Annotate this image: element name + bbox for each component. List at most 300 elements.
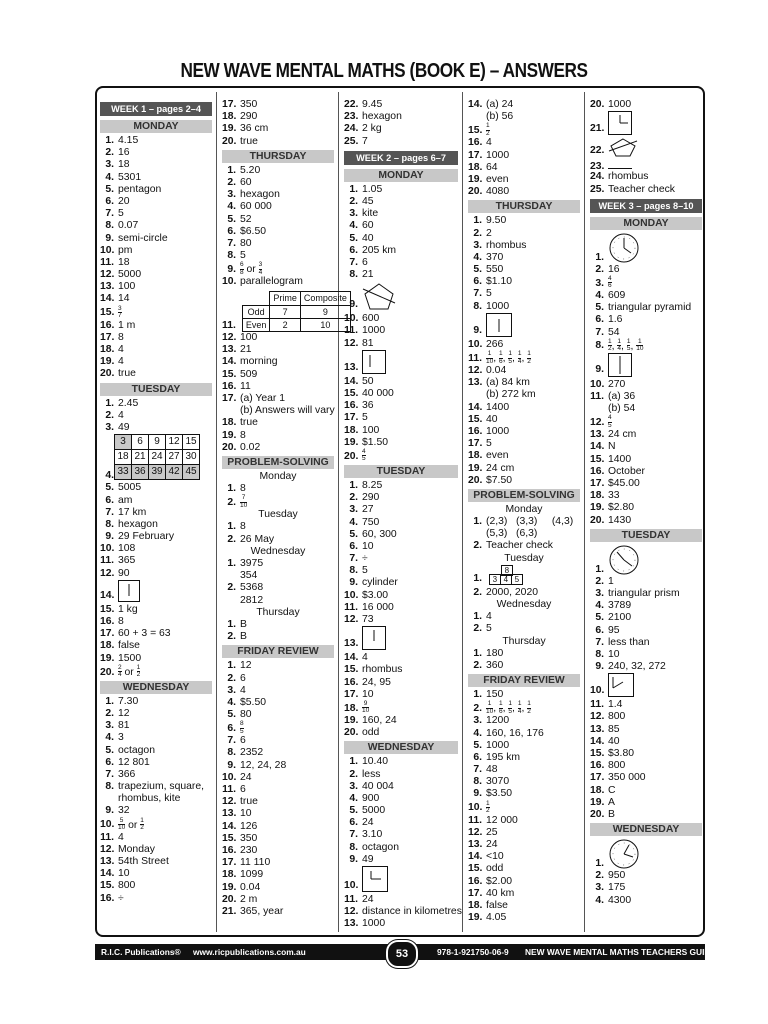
answer-line: 9.: [590, 353, 702, 379]
answer-line: 5. 2100: [595, 612, 632, 624]
answer-line: 3. 81: [105, 720, 130, 732]
answer-line: 7. 17 km: [105, 506, 147, 518]
answer-line: 25. Teacher check: [590, 183, 675, 195]
week1-friday-cont: [344, 99, 458, 148]
answer-line: 7. 366: [105, 768, 136, 780]
monday-list-2: [344, 313, 458, 350]
friday-list-2: [222, 735, 334, 918]
answer-line: 19. 36 cm: [222, 123, 269, 135]
thursday-list: [222, 165, 334, 263]
answer-line: 7. 6: [227, 735, 246, 747]
answer-line: 7. 3.10: [349, 829, 383, 841]
answer-line: 1. 9.50: [473, 215, 507, 227]
answer-line: 4. 3789: [595, 600, 632, 612]
answer-line: 8. 21: [349, 269, 374, 281]
answer-line: 5. 40: [349, 232, 374, 244]
day-label: Thursday: [256, 606, 300, 618]
wednesday-heading: WEDNESDAY: [590, 823, 702, 836]
answer-line: 19. 1500: [100, 652, 142, 664]
answer-line: 9.: [468, 313, 580, 339]
answer-line: 1. 5.20: [227, 164, 261, 176]
answer-line: 20. odd: [344, 727, 380, 739]
answer-line: 1. 3975: [227, 558, 264, 570]
answer-line: 14. 40: [590, 735, 620, 747]
answer-line: 4. 370: [473, 251, 504, 263]
answer-line: 17. $45.00: [590, 478, 640, 489]
answer-line: 8. octagon: [349, 841, 399, 853]
answer-line: 1. 4.15: [105, 135, 139, 146]
answer-line: 9. 49: [349, 853, 374, 865]
answer-line: 2. 45: [349, 195, 374, 207]
answer-line: 11. 16 000: [344, 601, 394, 613]
answer-line: 19. 0.04: [222, 881, 261, 893]
answer-line: 354: [240, 570, 258, 582]
answer-line: (b) 56: [486, 111, 514, 123]
answer-line: 2. Teacher check: [473, 540, 553, 552]
page-title: NEW WAVE MENTAL MATHS (BOOK E) – ANSWERS: [180, 60, 588, 82]
answer-line: 10. 270: [590, 378, 626, 390]
answer-line: 1. 8: [227, 521, 246, 533]
answer-line: 5. 5005: [105, 482, 142, 494]
column-1: [100, 99, 212, 905]
answer-line: 2. B: [227, 631, 247, 643]
answer-line: 19. 4: [100, 356, 124, 368]
answer-line: 3. 1200: [473, 715, 510, 727]
wednesday-heading: WEDNESDAY: [344, 741, 458, 754]
thursday-heading: THURSDAY: [222, 150, 334, 163]
clock-hand-figure: [608, 673, 634, 697]
answer-line: 5. 80: [227, 709, 252, 721]
answer-line: 16. 8: [100, 616, 124, 627]
multiples-grid: 3 6 9 12 15 18 21 24 27 30 33 36 39 42 45: [114, 434, 200, 480]
answer-line: 2. $\frac{1}{10}$ , $\frac{1}{6}$ , $\frac{1}{5}$ , $\frac{1}{4}$ , $\frac{1}{2}$: [473, 700, 531, 715]
answer-line: 5. 550: [473, 264, 504, 276]
answer-line: 10. 266: [468, 338, 504, 350]
answer-line: 24. 2 kg: [344, 123, 382, 135]
day-label: Monday: [505, 503, 543, 515]
day-label: Wednesday: [250, 545, 306, 557]
week-3-header: WEEK 3 – pages 8–10: [590, 199, 702, 213]
answer-line: 5. octagon: [105, 744, 155, 756]
answer-line: 10. 24: [222, 771, 252, 783]
answer-line: 4. 5301: [105, 171, 142, 183]
problem-solving-heading: PROBLEM-SOLVING: [222, 456, 334, 469]
answer-line: 23.: [590, 159, 702, 171]
answer-line: 3. rhombus: [473, 239, 527, 251]
answer-line: 2. 4: [105, 409, 124, 421]
answer-line: 8. 10: [595, 648, 620, 660]
answer-line: 18. 1099: [222, 869, 264, 881]
answer-line: 13. 54th Street: [100, 856, 169, 867]
answer-line: 11. 12 000: [468, 814, 518, 826]
answer-line: 7. less than: [595, 636, 650, 648]
answer-line: 9. 12, 24, 28: [227, 759, 287, 771]
answer-line: 19. 24 cm: [468, 462, 515, 474]
answer-line: 18. 100: [344, 424, 380, 436]
answer-line: 1. B: [227, 618, 247, 630]
answer-line: 12. 90: [100, 567, 130, 579]
answer-line: 15. 800: [100, 880, 136, 892]
answer-line: 16. 36: [344, 400, 374, 412]
answer-line: 12. distance in kilometres: [344, 906, 462, 918]
answer-line: 16. $2.00: [468, 875, 513, 887]
answer-line: 14.: [100, 580, 212, 604]
answer-line: 4. 3: [105, 732, 124, 744]
answer-line: 12. 5000: [100, 269, 142, 281]
answer-line: 12. Monday: [100, 843, 155, 855]
answer-line: 7. 80: [227, 237, 252, 249]
clock-hand-figure: [486, 313, 512, 337]
answer-line: 1. 8.25: [349, 479, 383, 491]
publisher-name: R.I.C. Publications®: [101, 947, 181, 957]
answer-line: 1. 2.45: [105, 397, 139, 409]
answer-line: 6. 95: [595, 624, 620, 636]
monday-heading: MONDAY: [344, 169, 458, 182]
answer-line: 9. cylinder: [349, 577, 398, 589]
friday-review-heading: FRIDAY REVIEW: [468, 674, 580, 687]
answer-line: 15. odd: [468, 863, 504, 875]
answer-line: 8. 5: [227, 250, 246, 262]
answer-line: 6. 205 km: [349, 244, 397, 256]
clock-hand-figure: [362, 350, 386, 374]
answer-line: 10. 600: [344, 313, 380, 325]
answer-line: 10. parallelogram: [222, 276, 303, 288]
monday-list-2: [590, 429, 702, 527]
answer-line: 14. 50: [344, 375, 374, 387]
friday-list: [222, 660, 334, 721]
answer-line: 3. kite: [349, 208, 379, 220]
answer-line: 5. triangular pyramid: [595, 302, 692, 314]
monday-heading: MONDAY: [100, 120, 212, 133]
answer-line: 20. B: [590, 808, 615, 820]
answer-line: 9. $3.50: [473, 788, 513, 800]
problem-solving-heading: PROBLEM-SOLVING: [468, 489, 580, 502]
page-number: 53: [386, 940, 418, 968]
answer-line: 1.: [590, 838, 702, 870]
answer-line: 11. 4: [100, 831, 124, 843]
answer-line: 20. true: [222, 135, 258, 147]
answer-line: 2. 26 May: [227, 533, 275, 545]
thursday-heading: THURSDAY: [468, 200, 580, 213]
answer-line: 17. 350: [222, 99, 258, 110]
answer-line: 20. 2 m: [222, 893, 258, 905]
answer-line: 15. 40: [468, 413, 498, 425]
thursday-list: [468, 215, 580, 313]
answer-line: 12. 73: [344, 614, 374, 625]
answer-line: 14. (a) 24: [468, 99, 514, 110]
answer-line: 15. 350: [222, 832, 258, 844]
answer-line: 4. 4300: [595, 894, 632, 906]
answer-line: 1. 4: [473, 611, 492, 623]
answer-line: 18. false: [468, 899, 508, 911]
answer-line: 21. 365, year: [222, 905, 284, 917]
clock-face-icon: [608, 232, 640, 264]
column-2: [222, 99, 347, 918]
answer-line: 19. 160, 24: [344, 714, 397, 726]
answer-line: 6. $\frac{8}{5}$: [227, 720, 244, 735]
answer-line: 16. 800: [590, 760, 626, 772]
answer-line: 6. 1.6: [595, 314, 623, 326]
answer-line: 2. 1: [595, 575, 614, 587]
answer-line: 14. 4: [344, 652, 368, 664]
answer-line: 12. 25: [468, 826, 498, 838]
friday-list-2: [468, 815, 580, 925]
answer-line: 2. less: [349, 768, 381, 780]
answer-line: 6. 24: [349, 817, 374, 829]
answer-line: 9. 32: [105, 805, 130, 817]
answer-line: 19. 4.05: [468, 912, 507, 924]
answer-line: 2. 2000, 2020: [473, 586, 539, 598]
answer-line: 2. $\frac{7}{10}$: [227, 494, 248, 509]
answer-line: rhombus, kite: [118, 793, 181, 805]
answer-line: (b) 54: [608, 403, 636, 415]
answer-line: 4. 60 000: [227, 201, 272, 213]
column-divider: [216, 92, 217, 932]
answer-line: 1. 10.40: [349, 756, 389, 768]
clock-face-icon: [608, 544, 640, 576]
answer-line: 22.: [590, 137, 702, 159]
answer-line: 1. 8 3 4 5: [468, 565, 580, 587]
answer-line: 13. 21: [222, 344, 252, 356]
answer-line: 6. $6.50: [227, 225, 267, 237]
answer-line: 14. 10: [100, 868, 130, 880]
answer-line: 19. even: [468, 173, 509, 185]
answer-line: 2. 12: [105, 707, 130, 719]
thursday-list-2: [222, 332, 334, 393]
tuesday-heading: TUESDAY: [344, 465, 458, 478]
answer-line: 6. $1.10: [473, 276, 513, 288]
answer-line: (b) 272 km: [486, 389, 536, 401]
answer-line: 11. 365: [100, 555, 136, 567]
column-divider: [462, 92, 463, 932]
wednesday-list-2: [100, 832, 212, 905]
pentagon-figure: [608, 137, 638, 157]
answer-line: 8. 0.07: [105, 220, 139, 232]
answer-line: 16. 230: [222, 844, 258, 856]
answer-line: 13. 10: [222, 808, 252, 820]
answer-line: 15. 1 kg: [100, 603, 138, 615]
answer-line: 20. $\frac{4}{5}$: [344, 447, 366, 463]
answer-line: 1. 7.30: [105, 695, 139, 707]
answer-line: 4.: [105, 470, 114, 482]
answer-line: 8. 1000: [473, 300, 510, 312]
column-divider: [338, 92, 339, 932]
answer-line: 22. 9.45: [344, 99, 383, 110]
answer-line: 17. (a) Year 1: [222, 392, 286, 404]
wednesday-cont-list: [222, 99, 334, 148]
answer-line: 20. 0.02: [222, 441, 261, 453]
answer-line: 19. $2.80: [590, 502, 635, 514]
answer-line: 4. 609: [595, 289, 626, 301]
answer-line: 4. 60: [349, 220, 374, 232]
day-label: Tuesday: [258, 509, 298, 521]
answer-line: 20. $\frac{2}{4}$ or $\frac{1}{2}$: [100, 663, 141, 679]
day-label: Wednesday: [496, 599, 552, 610]
answer-line: 7. ÷: [349, 553, 368, 565]
answer-line: 16. 11: [222, 380, 251, 392]
answer-line: 14. 1400: [468, 401, 510, 413]
answer-line: 12. $\frac{4}{5}$: [590, 414, 612, 429]
answer-line: 7. 6: [349, 256, 368, 268]
answer-line: 9. semi-circle: [105, 232, 168, 244]
answer-line: 16. 1000: [468, 425, 510, 437]
answer-line: 15. 40 000: [344, 388, 394, 399]
answer-line: 1. 1.05: [349, 183, 383, 195]
answer-line: 5. 52: [227, 213, 252, 225]
answer-line: 15. $\frac{3}{7}$: [100, 304, 122, 320]
website-link[interactable]: www.ricpublications.com.au: [193, 947, 306, 957]
answer-line: 16. 4: [468, 137, 492, 149]
answer-line: 6. 20: [105, 195, 130, 207]
answer-line: 4. 750: [349, 516, 380, 528]
column-divider: [584, 92, 585, 932]
answer-line: 9. 29 February: [105, 531, 175, 543]
day-label: Tuesday: [504, 552, 544, 564]
monday-list: [344, 184, 458, 282]
tuesday-list: [100, 482, 212, 580]
isbn: 978-1-921750-06-9: [437, 947, 509, 957]
answer-line: 8. hexagon: [105, 518, 158, 530]
answer-line: 4. 160, 16, 176: [473, 727, 544, 739]
answer-line: 11. 1.4: [590, 699, 623, 711]
week-2-header: WEEK 2 – pages 6–7: [344, 151, 458, 165]
answer-line: 21.: [590, 111, 702, 137]
thursday-list-2: [468, 402, 580, 487]
answer-line: 10. $3.00: [344, 589, 389, 601]
answer-line: 24. rhombus: [590, 171, 649, 183]
answer-line: 2. 5: [473, 623, 492, 635]
answer-line: 6. 10: [349, 540, 374, 552]
answer-line: 1. 12: [227, 660, 252, 672]
answer-line: 6. am: [105, 494, 133, 506]
guide-title: NEW WAVE MENTAL MATHS TEACHERS GUIDE: [525, 947, 717, 957]
answer-line: 18. even: [468, 450, 509, 462]
answer-line: 6. 12 801: [105, 756, 150, 768]
answer-line: 18. 33: [590, 490, 620, 502]
tuesday-heading: TUESDAY: [100, 383, 212, 396]
answer-line: 8. 2352: [227, 747, 264, 759]
answer-line: 14. morning: [222, 356, 278, 368]
answer-line: 3. 175: [595, 882, 626, 894]
clock-hand-figure: [608, 353, 632, 377]
answer-line: 15. $3.80: [590, 748, 635, 759]
thursday-list-3: [222, 417, 334, 454]
answer-line: 18. false: [100, 640, 140, 652]
answer-line: 9. $\frac{6}{8}$ or $\frac{3}{4}$: [227, 261, 263, 276]
answer-line: 3. triangular prism: [595, 587, 680, 599]
tuesday-list-2: [590, 699, 702, 821]
answer-line: 14. N: [590, 441, 616, 453]
answer-line: 18. true: [222, 417, 258, 429]
answer-line: 2. 16: [105, 147, 130, 159]
answer-line: 12. 81: [344, 337, 374, 349]
prime-composite-table: Prime Composite Odd 7 9 Even 2 10: [242, 291, 351, 332]
answer-line: 16. 1 m: [100, 319, 136, 331]
answer-line: 16. ÷: [100, 892, 124, 904]
answer-line: 13.: [344, 350, 458, 376]
answer-line: 2. 6: [227, 672, 246, 684]
answer-line: 16. 24, 95: [344, 676, 391, 688]
answer-line: (5,3) (6,3): [486, 528, 538, 540]
answer-line: 17. 5: [468, 438, 492, 450]
answer-line: 4. $5.50: [227, 696, 267, 708]
answer-line: 2. 5368: [227, 582, 264, 594]
answer-line: 17. 350 000: [590, 772, 646, 784]
answer-line: 2812: [240, 594, 264, 606]
tuesday-list: [590, 576, 702, 674]
answer-line: 16. October: [590, 465, 645, 477]
answer-line: 11. 6: [222, 784, 246, 796]
answer-line: 10. $\frac{5}{10}$ or $\frac{1}{2}$: [100, 816, 144, 832]
answer-line: 3. 27: [349, 504, 374, 516]
day-label: Monday: [259, 470, 297, 482]
answer-line: 12. true: [222, 796, 258, 808]
answer-line: 2. 16: [595, 263, 620, 275]
answer-line: 8. trapezium, square,: [105, 781, 205, 793]
answer-line: 20. $7.50: [468, 474, 513, 486]
answer-line: 8. 3070: [473, 776, 510, 788]
wednesday-list-2: [344, 894, 462, 931]
answer-line: 2. 290: [349, 492, 380, 504]
answer-line: 13. (a) 84 km: [468, 377, 530, 389]
tuesday-list: [344, 480, 458, 626]
answer-line: 8. 5: [349, 565, 368, 577]
answer-line: 11. Prime Composite Odd 7 9 Even 2 10: [222, 291, 334, 332]
answer-line: 25. 7: [344, 135, 368, 147]
answer-line: 10. $\frac{1}{2}$: [468, 799, 490, 815]
answer-line: 13. 1000: [344, 918, 386, 930]
answer-line: 1. 180: [473, 647, 504, 659]
answer-line: 1.: [590, 544, 702, 576]
answer-line: 18. 64: [468, 161, 498, 173]
answer-line: 11. (a) 36: [590, 390, 636, 402]
monday-list: [100, 135, 212, 306]
monday-list-3: [344, 376, 458, 449]
answer-line: 7. 5: [105, 208, 124, 220]
answer-line: 15. $\frac{1}{2}$: [468, 122, 490, 137]
answer-line: 20. 4080: [468, 186, 510, 198]
wednesday-heading: WEDNESDAY: [100, 681, 212, 694]
answer-line: 15. 1400: [590, 453, 632, 465]
clock-hand-figure: [118, 580, 140, 602]
answer-line: 18. C: [590, 784, 616, 796]
column-5: [590, 99, 702, 907]
answer-line: 17. 60 + 3 = 63: [100, 628, 171, 640]
answer-line: 18. 290: [222, 111, 258, 123]
answer-line: 17. 8: [100, 331, 124, 343]
answer-line: 13.: [344, 626, 458, 652]
answer-line: 14. <10: [468, 851, 504, 863]
answer-line: 10. pm: [100, 244, 133, 256]
answer-line: 4. 900: [349, 792, 380, 804]
answer-line: 2. 360: [473, 659, 504, 671]
clock-face-icon: [608, 838, 640, 870]
clock-hand-figure: [362, 866, 388, 892]
answer-line: 3. $\frac{4}{6}$: [595, 274, 612, 290]
answer-line: 17. 10: [344, 688, 374, 700]
monday-heading: MONDAY: [590, 217, 702, 230]
answer-line: 7. 54: [595, 326, 620, 338]
answer-line: 17. 1000: [468, 149, 510, 161]
answer-line: 12. 800: [590, 711, 626, 723]
answer-line: 19. 8: [222, 429, 246, 441]
friday-list: [468, 715, 580, 800]
tuesday-heading: TUESDAY: [590, 529, 702, 542]
answer-line: 20. 1000: [590, 99, 632, 110]
clock-hand-figure: [362, 626, 386, 650]
answer-line: 3. hexagon: [227, 189, 280, 201]
answer-line: 18. 4: [100, 344, 124, 355]
